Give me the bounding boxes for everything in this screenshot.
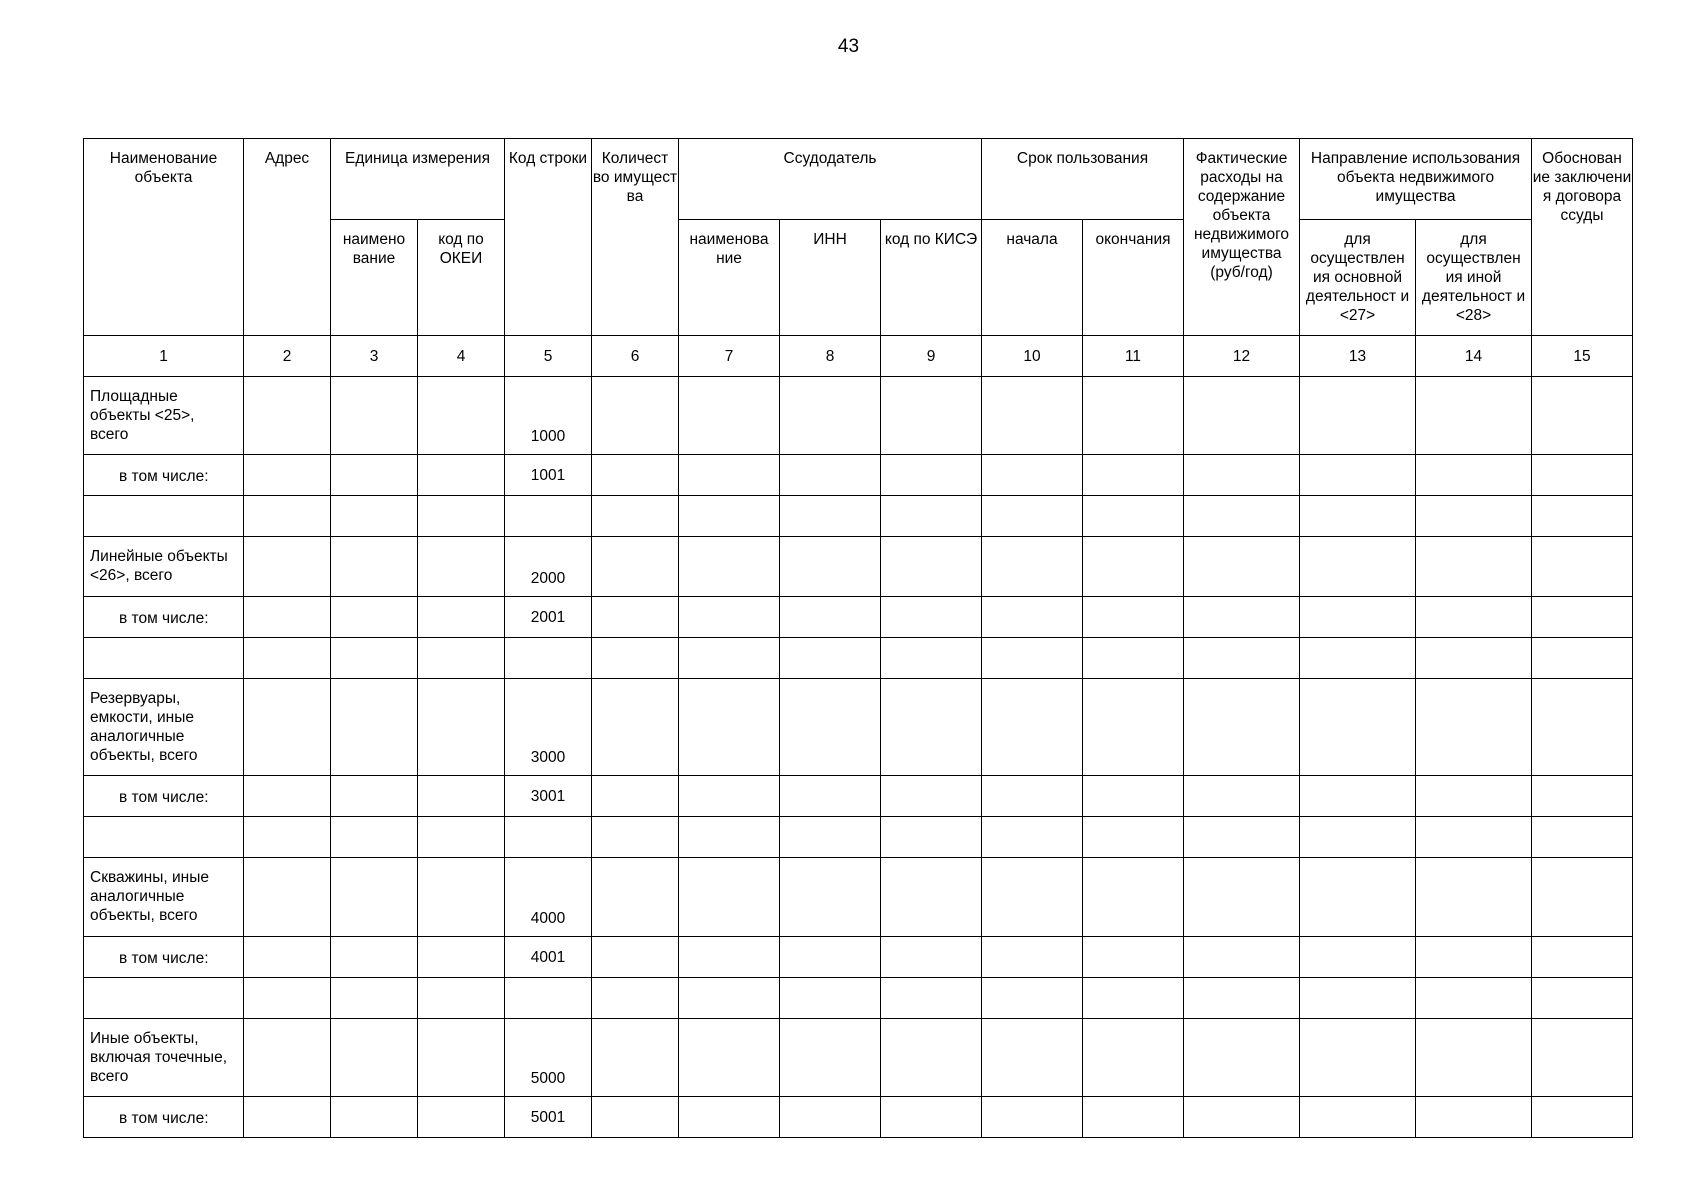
empty-cell [331, 638, 418, 679]
empty-cell [1300, 776, 1416, 817]
column-number: 10 [982, 336, 1083, 377]
empty-cell [1300, 537, 1416, 597]
table-row [84, 537, 1633, 597]
empty-cell [679, 937, 780, 978]
empty-cell [982, 858, 1083, 937]
row-name-cell [84, 638, 244, 679]
empty-cell [780, 597, 881, 638]
column-number: 15 [1532, 336, 1633, 377]
column-number: 12 [1184, 336, 1300, 377]
header-term: Срок пользования [982, 139, 1184, 220]
empty-cell [1083, 817, 1184, 858]
empty-cell [1184, 537, 1300, 597]
empty-cell [244, 638, 331, 679]
row-code-cell: 1001 [505, 455, 592, 496]
table-row [84, 858, 1633, 937]
empty-cell [780, 1097, 881, 1138]
row-code-cell: 3001 [505, 776, 592, 817]
empty-cell [418, 937, 505, 978]
empty-cell [592, 496, 679, 537]
empty-cell [1184, 858, 1300, 937]
empty-cell [679, 537, 780, 597]
column-number: 6 [592, 336, 679, 377]
empty-cell [1083, 377, 1184, 455]
empty-cell [1300, 1097, 1416, 1138]
empty-cell [331, 978, 418, 1019]
header-unit-name: наимено вание [331, 220, 418, 336]
empty-cell [331, 679, 418, 776]
empty-cell [331, 455, 418, 496]
empty-cell [418, 679, 505, 776]
empty-cell [1416, 455, 1532, 496]
row-code-cell [505, 817, 592, 858]
empty-cell [1184, 776, 1300, 817]
header-term-start: начала [982, 220, 1083, 336]
empty-cell [780, 455, 881, 496]
row-name-cell [84, 978, 244, 1019]
empty-cell [1416, 1097, 1532, 1138]
empty-cell [780, 496, 881, 537]
empty-cell [244, 978, 331, 1019]
empty-cell [1416, 858, 1532, 937]
empty-cell [982, 537, 1083, 597]
table-row [84, 679, 1633, 776]
table-row [84, 937, 1633, 978]
empty-cell [1416, 597, 1532, 638]
page-number: 43 [837, 36, 860, 57]
column-number: 2 [244, 336, 331, 377]
empty-cell [331, 537, 418, 597]
table-row [84, 638, 1633, 679]
empty-cell [1416, 638, 1532, 679]
empty-cell [881, 978, 982, 1019]
column-number: 11 [1083, 336, 1184, 377]
empty-cell [780, 638, 881, 679]
empty-cell [1300, 858, 1416, 937]
empty-cell [982, 377, 1083, 455]
header-row-1 [84, 139, 1633, 220]
empty-cell [331, 937, 418, 978]
empty-cell [1184, 597, 1300, 638]
empty-cell [780, 1019, 881, 1097]
column-number: 7 [679, 336, 780, 377]
empty-cell [331, 597, 418, 638]
empty-cell [1416, 978, 1532, 1019]
empty-cell [1083, 978, 1184, 1019]
empty-cell [982, 817, 1083, 858]
empty-cell [1300, 978, 1416, 1019]
empty-cell [679, 817, 780, 858]
header-lender-kise: код по КИСЭ [881, 220, 982, 336]
empty-cell [1184, 1097, 1300, 1138]
empty-cell [1532, 597, 1633, 638]
empty-cell [592, 638, 679, 679]
empty-cell [1083, 1097, 1184, 1138]
empty-cell [418, 978, 505, 1019]
row-name-cell: Резервуары, емкости, иные аналогичные объекты, всего [84, 679, 244, 776]
column-number: 13 [1300, 336, 1416, 377]
empty-cell [244, 1097, 331, 1138]
empty-cell [592, 537, 679, 597]
empty-cell [331, 858, 418, 937]
empty-cell [1300, 455, 1416, 496]
empty-cell [982, 776, 1083, 817]
empty-cell [592, 455, 679, 496]
property-table [83, 138, 1633, 1138]
empty-cell [244, 455, 331, 496]
row-name-cell: в том числе: [84, 776, 244, 817]
column-number: 5 [505, 336, 592, 377]
empty-cell [592, 978, 679, 1019]
column-number: 4 [418, 336, 505, 377]
empty-cell [881, 496, 982, 537]
empty-cell [1184, 1019, 1300, 1097]
empty-cell [1184, 496, 1300, 537]
empty-cell [418, 496, 505, 537]
empty-cell [592, 377, 679, 455]
empty-cell [244, 377, 331, 455]
header-lender: Ссудодатель [679, 139, 982, 220]
row-name-cell: в том числе: [84, 1097, 244, 1138]
empty-cell [1532, 496, 1633, 537]
empty-cell [418, 1019, 505, 1097]
header-quantity: Количест во имущест ва [592, 139, 679, 336]
empty-cell [881, 679, 982, 776]
empty-cell [1416, 496, 1532, 537]
empty-cell [679, 638, 780, 679]
table-row [84, 597, 1633, 638]
empty-cell [1083, 496, 1184, 537]
empty-cell [679, 776, 780, 817]
empty-cell [592, 679, 679, 776]
row-name-cell: Линейные объекты <26>, всего [84, 537, 244, 597]
empty-cell [592, 1019, 679, 1097]
row-code-cell: 4000 [505, 858, 592, 937]
empty-cell [592, 776, 679, 817]
empty-cell [244, 817, 331, 858]
empty-cell [1532, 858, 1633, 937]
empty-cell [1416, 537, 1532, 597]
empty-cell [418, 377, 505, 455]
row-code-cell: 5000 [505, 1019, 592, 1097]
table-row [84, 1019, 1633, 1097]
empty-cell [1083, 1019, 1184, 1097]
empty-cell [881, 638, 982, 679]
empty-cell [881, 937, 982, 978]
header-lender-name: наименова ние [679, 220, 780, 336]
header-address: Адрес [244, 139, 331, 336]
header-expenses: Фактические расходы на содержание объекта недвижимого имущества (руб/год) [1184, 139, 1300, 336]
empty-cell [780, 537, 881, 597]
empty-cell [1300, 817, 1416, 858]
empty-cell [592, 1097, 679, 1138]
table-row [84, 776, 1633, 817]
empty-cell [780, 377, 881, 455]
column-number: 8 [780, 336, 881, 377]
empty-cell [1300, 1019, 1416, 1097]
empty-cell [592, 817, 679, 858]
empty-cell [1083, 455, 1184, 496]
empty-cell [1532, 937, 1633, 978]
empty-cell [881, 1019, 982, 1097]
empty-cell [331, 776, 418, 817]
header-name: Наименование объекта [84, 139, 244, 336]
row-name-cell: Скважины, иные аналогичные объекты, всего [84, 858, 244, 937]
empty-cell [1532, 776, 1633, 817]
empty-cell [1184, 978, 1300, 1019]
empty-cell [244, 858, 331, 937]
empty-cell [1416, 937, 1532, 978]
column-number: 1 [84, 336, 244, 377]
empty-cell [1532, 537, 1633, 597]
empty-cell [1532, 679, 1633, 776]
table-row [84, 1097, 1633, 1138]
header-direction-other: для осуществлен ия иной деятельност и <28> [1416, 220, 1532, 336]
empty-cell [1532, 455, 1633, 496]
empty-cell [331, 1019, 418, 1097]
empty-cell [1184, 679, 1300, 776]
empty-cell [1532, 1097, 1633, 1138]
empty-cell [1300, 638, 1416, 679]
column-number-row [84, 336, 1633, 377]
empty-cell [592, 858, 679, 937]
table-row [84, 496, 1633, 537]
row-name-cell [84, 496, 244, 537]
empty-cell [982, 978, 1083, 1019]
empty-cell [1532, 1019, 1633, 1097]
empty-cell [1083, 537, 1184, 597]
empty-cell [881, 776, 982, 817]
empty-cell [592, 937, 679, 978]
empty-cell [881, 817, 982, 858]
column-number: 3 [331, 336, 418, 377]
empty-cell [679, 1097, 780, 1138]
row-name-cell: в том числе: [84, 455, 244, 496]
empty-cell [881, 455, 982, 496]
empty-cell [679, 377, 780, 455]
column-number: 9 [881, 336, 982, 377]
empty-cell [1532, 638, 1633, 679]
header-term-end: окончания [1083, 220, 1184, 336]
empty-cell [982, 679, 1083, 776]
empty-cell [331, 1097, 418, 1138]
header-line-code: Код строки [505, 139, 592, 336]
empty-cell [244, 776, 331, 817]
row-code-cell: 2000 [505, 537, 592, 597]
empty-cell [982, 937, 1083, 978]
empty-cell [592, 597, 679, 638]
empty-cell [780, 817, 881, 858]
empty-cell [418, 537, 505, 597]
row-code-cell [505, 496, 592, 537]
empty-cell [1083, 597, 1184, 638]
empty-cell [1416, 1019, 1532, 1097]
empty-cell [1532, 377, 1633, 455]
empty-cell [418, 455, 505, 496]
empty-cell [1184, 817, 1300, 858]
header-direction-main: для осуществлен ия основной деятельност и <27> [1300, 220, 1416, 336]
empty-cell [1300, 377, 1416, 455]
empty-cell [1083, 858, 1184, 937]
empty-cell [1416, 776, 1532, 817]
empty-cell [1083, 679, 1184, 776]
header-unit-okei: код по ОКЕИ [418, 220, 505, 336]
empty-cell [679, 455, 780, 496]
empty-cell [1532, 817, 1633, 858]
empty-cell [331, 496, 418, 537]
row-code-cell: 3000 [505, 679, 592, 776]
empty-cell [679, 1019, 780, 1097]
empty-cell [1184, 455, 1300, 496]
row-code-cell [505, 978, 592, 1019]
row-code-cell: 2001 [505, 597, 592, 638]
empty-cell [244, 679, 331, 776]
empty-cell [418, 776, 505, 817]
empty-cell [982, 455, 1083, 496]
empty-cell [1083, 937, 1184, 978]
empty-cell [780, 858, 881, 937]
row-code-cell: 1000 [505, 377, 592, 455]
empty-cell [679, 858, 780, 937]
empty-cell [1532, 978, 1633, 1019]
table-body [84, 377, 1633, 1138]
row-name-cell: Иные объекты, включая точечные, всего [84, 1019, 244, 1097]
table-row [84, 978, 1633, 1019]
empty-cell [1083, 638, 1184, 679]
empty-cell [244, 496, 331, 537]
row-code-cell: 5001 [505, 1097, 592, 1138]
empty-cell [244, 597, 331, 638]
row-code-cell [505, 638, 592, 679]
empty-cell [418, 817, 505, 858]
empty-cell [244, 937, 331, 978]
empty-cell [982, 597, 1083, 638]
empty-cell [1416, 679, 1532, 776]
header-direction: Направление использования объекта недвижимого имущества [1300, 139, 1532, 220]
empty-cell [244, 537, 331, 597]
empty-cell [679, 496, 780, 537]
empty-cell [881, 1097, 982, 1138]
column-number: 14 [1416, 336, 1532, 377]
empty-cell [331, 377, 418, 455]
empty-cell [1184, 377, 1300, 455]
empty-cell [982, 1097, 1083, 1138]
row-name-cell: в том числе: [84, 597, 244, 638]
empty-cell [780, 679, 881, 776]
empty-cell [1416, 817, 1532, 858]
empty-cell [1300, 496, 1416, 537]
table-row [84, 455, 1633, 496]
empty-cell [1416, 377, 1532, 455]
empty-cell [679, 679, 780, 776]
empty-cell [780, 776, 881, 817]
row-name-cell: Площадные объекты <25>, всего [84, 377, 244, 455]
empty-cell [982, 1019, 1083, 1097]
empty-cell [1083, 776, 1184, 817]
empty-cell [881, 537, 982, 597]
empty-cell [1300, 937, 1416, 978]
empty-cell [418, 638, 505, 679]
empty-cell [982, 496, 1083, 537]
header-lender-inn: ИНН [780, 220, 881, 336]
empty-cell [679, 597, 780, 638]
row-name-cell [84, 817, 244, 858]
empty-cell [331, 817, 418, 858]
empty-cell [1300, 679, 1416, 776]
empty-cell [881, 597, 982, 638]
empty-cell [780, 937, 881, 978]
header-unit: Единица измерения [331, 139, 505, 220]
empty-cell [418, 858, 505, 937]
empty-cell [244, 1019, 331, 1097]
row-code-cell: 4001 [505, 937, 592, 978]
table-row [84, 377, 1633, 455]
table-row [84, 817, 1633, 858]
header-justification: Обоснован ие заключени я договора ссуды [1532, 139, 1633, 336]
empty-cell [780, 978, 881, 1019]
empty-cell [418, 597, 505, 638]
empty-cell [1184, 937, 1300, 978]
empty-cell [1300, 597, 1416, 638]
empty-cell [1184, 638, 1300, 679]
empty-cell [881, 377, 982, 455]
empty-cell [982, 638, 1083, 679]
empty-cell [679, 978, 780, 1019]
row-name-cell: в том числе: [84, 937, 244, 978]
empty-cell [418, 1097, 505, 1138]
empty-cell [881, 858, 982, 937]
